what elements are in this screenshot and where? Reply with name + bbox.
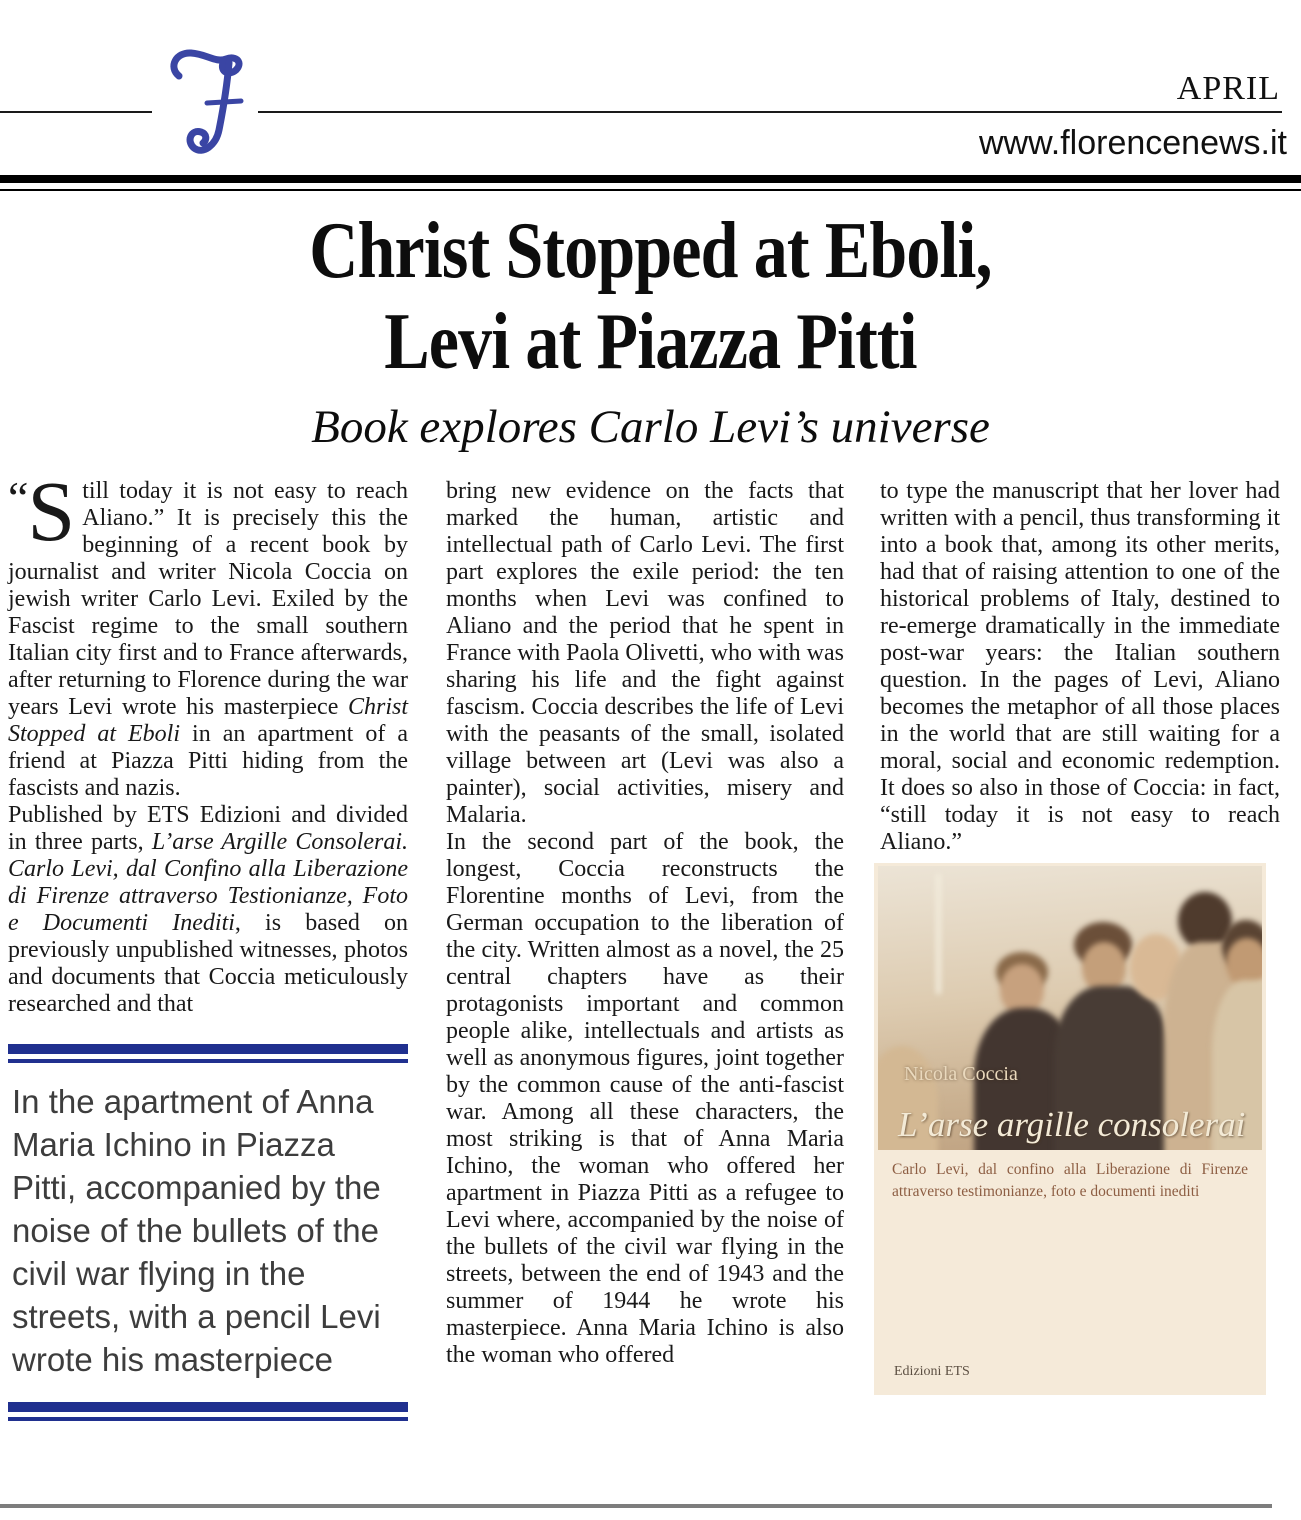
article-title-line2: Levi at Piazza Pitti [384,298,917,386]
footer-rule [0,1504,1272,1508]
header-rule-right [258,111,1282,113]
pull-quote-top-bar [8,1044,408,1054]
header-divider-thin [0,189,1301,191]
paragraph: bring new evidence on the facts that marked the human, artistic and intellectual path of Carlo Levi. The first part explores the exile period: the ten months when Levi was confined to Aliano and the period that he spent in France with Paola Olivetti, who with was sharing his life and the fight against fascism. Coccia describes the life of Levi with the peasants of the small, isolated village between art (Levi was also a painter), social activities, misery and Malaria. [446,478,844,828]
pull-quote-top-line [8,1059,408,1063]
article-title [0,206,1301,388]
drop-cap [8,463,76,559]
header-rule-left [0,111,152,113]
article-subtitle: Book explores Carlo Levi’s universe [311,401,990,453]
book-cover [874,863,1266,1395]
photo-figure [936,874,941,994]
book-cover-photo [878,866,1262,1150]
drop-cap-letter: S [27,463,76,559]
article-title-line1: Christ Stopped at Eboli, [309,207,992,295]
pull-quote-bottom-line [8,1417,408,1421]
pull-quote-bottom-bar [8,1402,408,1412]
paragraph [8,463,409,802]
paragraph: In the second part of the book, the longest, Coccia reconstructs the Florentine months of Levi, from the German occupation to the liberation of the city. Written almost as a novel, the 25 central chapters have as their protagonists important and common people alike, intellectuals and artists as well as anonymous figures, joint together by the common cause of the anti-fascist war. Among all these characters, the most striking is that of Anna Maria Ichino, the woman who offered her apartment in Piazza Pitti as a refugee to Levi where, accompanied by the noise of the bullets of the civil war flying in the streets, between the end of 1943 and the summer of 1944 he wrote his masterpiece. Anna Maria Ichino is also the woman who offered [446,829,844,1368]
paragraph-text: till today it is not easy to reach Aliano.” It is precisely this the beginning of a recent book by journalist and writer Nicola Coccia on jewish writer Carlo Levi. Exiled by the Fascist regime to the small southern Italian city first and to France afterwards, after returning to Florence during the war years Levi wrote his masterpiece Christ Stopped at Eboli in an apartment of a friend at Piazza Pitti hiding from the fascists and nazis. [8,478,409,801]
book-cover-subtitle: Carlo Levi, dal confino alla Liberazione di Firenze attraverso testimonianze, foto e documenti inediti [892,1161,1248,1200]
book-cover-author: Nicola Coccia [904,1063,1018,1085]
pull-quote-text: In the apartment of Anna Maria Ichino in Piazza Pitti, accompanied by the noise of the bullets of the civil war flying in the streets, with a pencil Levi wrote his masterpiece [12,1083,381,1378]
book-cover-publisher: Edizioni ETS [894,1364,970,1379]
open-quote-mark: “ [8,472,26,523]
issue-month: APRIL [1176,70,1280,107]
website-url: www.florencenews.it [978,124,1287,162]
florence-news-logo [163,42,263,160]
book-cover-title: L’arse argille consolerai [898,1105,1246,1144]
header-divider-thick [0,175,1301,183]
paragraph: to type the manuscript that her lover had written with a pencil, thus transforming it into a book that, among its other merits, had that of raising attention to one of the historical problems of Italy, destined to re-emerge dramatically in the immediate post-war years: the Italian southern question. In the pages of Levi, Aliano becomes the metaphor of all those places in the world that are still waiting for a moral, social and economic redemption. It does so also in those of Coccia: in fact, “still today it is not easy to reach Aliano.” [880,478,1280,855]
article-column-2 [446,478,844,1369]
article-column-1 [8,463,409,1421]
pull-quote [8,1044,408,1421]
paragraph: Published by ETS Edizioni and divided in three parts, L’arse Argille Consolerai. Carlo Levi, dal Confino alla Liberazione di Firenze attraverso Testionianze, Foto e Documenti Inediti, is based on previously unpublished witnesses, photos and documents that Coccia meticulously researched and that [8,802,408,1017]
logo-f-icon [163,42,263,160]
article-column-3 [880,478,1280,1395]
